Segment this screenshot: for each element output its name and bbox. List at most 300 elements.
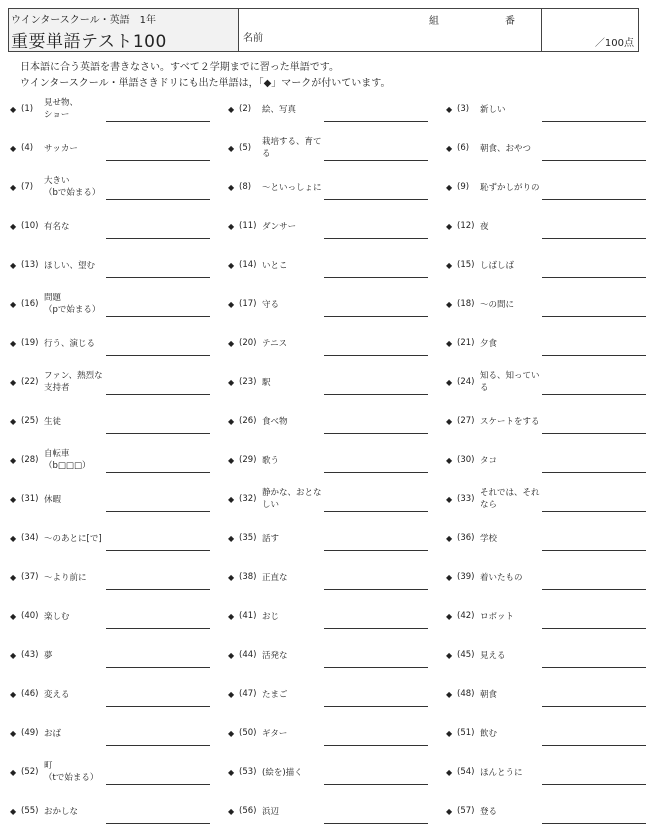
- question-prompt: [262, 221, 326, 233]
- answer-line[interactable]: [542, 667, 646, 668]
- prompt-line: ロボット: [480, 612, 515, 622]
- question-item: [446, 97, 648, 125]
- question-item: [10, 682, 215, 710]
- diamond-icon: ◆: [446, 222, 453, 231]
- question-number: (7): [21, 182, 34, 192]
- prompt-line: 夕食: [480, 339, 498, 349]
- answer-line[interactable]: [106, 394, 210, 395]
- question-number: (22): [21, 377, 39, 387]
- prompt-line: 新しい: [480, 105, 506, 115]
- answer-line[interactable]: [106, 355, 210, 356]
- prompt-line: 朝食: [480, 690, 498, 700]
- answer-line[interactable]: [324, 160, 428, 161]
- diamond-icon: ◆: [446, 612, 453, 621]
- question-prompt: [44, 494, 108, 506]
- question-number: (8): [239, 182, 252, 192]
- answer-line[interactable]: [324, 316, 428, 317]
- question-item: [228, 643, 433, 671]
- answer-line[interactable]: [106, 784, 210, 785]
- prompt-line: おば: [44, 729, 62, 739]
- question-item: [446, 682, 648, 710]
- question-item: [10, 253, 215, 281]
- question-number: (11): [239, 221, 257, 231]
- diamond-icon: ◆: [228, 690, 235, 699]
- prompt-line: 見える: [480, 651, 506, 661]
- question-number: (43): [21, 650, 39, 660]
- question-prompt: [480, 611, 544, 623]
- question-number: (6): [457, 143, 470, 153]
- instruction-line-1: 日本語に合う英語を書きなさい。すべて２学期までに習った単語です。: [20, 62, 339, 73]
- diamond-icon: ◆: [10, 495, 17, 504]
- question-item: [228, 409, 433, 437]
- diamond-icon: ◆: [10, 768, 17, 777]
- diamond-icon: ◆: [10, 417, 17, 426]
- diamond-icon: ◆: [10, 222, 17, 231]
- question-prompt: [480, 572, 544, 584]
- question-item: [228, 565, 433, 593]
- question-item: [228, 604, 433, 632]
- question-item: [446, 214, 648, 242]
- question-item: [10, 721, 215, 749]
- question-prompt: [262, 338, 326, 350]
- question-item: [10, 370, 215, 398]
- prompt-line: ～より前に: [44, 573, 87, 583]
- answer-line[interactable]: [324, 433, 428, 434]
- question-number: (41): [239, 611, 257, 621]
- answer-line[interactable]: [106, 160, 210, 161]
- question-item: [446, 565, 648, 593]
- question-prompt: [480, 728, 544, 740]
- name-cell[interactable]: [239, 9, 542, 51]
- diamond-icon: ◆: [228, 612, 235, 621]
- answer-line[interactable]: [324, 823, 428, 824]
- question-prompt: [480, 767, 544, 779]
- question-prompt: [480, 338, 544, 350]
- diamond-icon: ◆: [228, 534, 235, 543]
- diamond-icon: ◆: [10, 261, 17, 270]
- answer-line[interactable]: [324, 589, 428, 590]
- question-prompt: [44, 97, 108, 121]
- question-number: (12): [457, 221, 475, 231]
- question-prompt: [44, 533, 108, 545]
- diamond-icon: ◆: [446, 807, 453, 816]
- answer-line[interactable]: [542, 394, 646, 395]
- answer-line[interactable]: [324, 706, 428, 707]
- diamond-icon: ◆: [446, 534, 453, 543]
- answer-line[interactable]: [324, 355, 428, 356]
- question-number: (14): [239, 260, 257, 270]
- question-prompt: [44, 611, 108, 623]
- diamond-icon: ◆: [446, 183, 453, 192]
- answer-line[interactable]: [324, 472, 428, 473]
- diamond-icon: ◆: [10, 534, 17, 543]
- question-prompt: [480, 299, 544, 311]
- diamond-icon: ◆: [10, 300, 17, 309]
- question-item: [228, 331, 433, 359]
- prompt-line: 静かな、おとな: [262, 488, 322, 498]
- question-number: (5): [239, 143, 252, 153]
- prompt-line: 登る: [480, 807, 498, 817]
- question-prompt: [262, 377, 326, 389]
- prompt-line: 大きい: [44, 176, 70, 186]
- question-number: (16): [21, 299, 39, 309]
- answer-line[interactable]: [106, 511, 210, 512]
- answer-line[interactable]: [542, 199, 646, 200]
- question-number: (36): [457, 533, 475, 543]
- prompt-line: ～のあとに[で]: [44, 534, 102, 544]
- question-number: (45): [457, 650, 475, 660]
- question-prompt: [262, 572, 326, 584]
- answer-line[interactable]: [324, 667, 428, 668]
- diamond-icon: ◆: [228, 807, 235, 816]
- diamond-icon: ◆: [10, 105, 17, 114]
- question-prompt: [480, 370, 544, 394]
- question-item: [228, 214, 433, 242]
- question-item: [446, 370, 648, 398]
- prompt-line: 休暇: [44, 495, 62, 505]
- question-prompt: [44, 221, 108, 233]
- diamond-icon: ◆: [446, 573, 453, 582]
- answer-line[interactable]: [106, 823, 210, 824]
- question-item: [228, 799, 433, 827]
- class-label: 組: [429, 16, 439, 27]
- answer-line[interactable]: [106, 667, 210, 668]
- diamond-icon: ◆: [446, 417, 453, 426]
- question-number: (4): [21, 143, 34, 153]
- question-prompt: [44, 760, 108, 784]
- question-prompt: [480, 487, 544, 511]
- subtitle: ウインタースクール・英語 1年: [11, 15, 156, 26]
- prompt-line: (絵を)描く: [262, 768, 303, 778]
- question-item: [228, 175, 433, 203]
- answer-line[interactable]: [324, 628, 428, 629]
- answer-line[interactable]: [542, 160, 646, 161]
- prompt-line: スケートをする: [480, 417, 540, 427]
- prompt-line: しばしば: [480, 261, 515, 271]
- prompt-line: なら: [480, 500, 498, 510]
- question-prompt: [480, 221, 544, 233]
- question-item: [10, 175, 215, 203]
- prompt-line: おじ: [262, 612, 280, 622]
- answer-line[interactable]: [324, 550, 428, 551]
- answer-line[interactable]: [324, 277, 428, 278]
- diamond-icon: ◆: [10, 339, 17, 348]
- number-label: 番: [505, 16, 515, 27]
- prompt-line: 見せ物、: [44, 98, 79, 108]
- question-prompt: [44, 806, 108, 818]
- diamond-icon: ◆: [446, 378, 453, 387]
- diamond-icon: ◆: [228, 768, 235, 777]
- diamond-icon: ◆: [228, 651, 235, 660]
- answer-line[interactable]: [542, 823, 646, 824]
- prompt-line: それでは、それ: [480, 488, 540, 498]
- question-number: (23): [239, 377, 257, 387]
- prompt-line: 飲む: [480, 729, 498, 739]
- question-item: [10, 487, 215, 515]
- answer-line[interactable]: [106, 316, 210, 317]
- instruction-line-2: ウインタースクール・単語さきドリにも出た単語は，「◆」マークが付いています。: [20, 78, 391, 89]
- answer-line[interactable]: [106, 706, 210, 707]
- question-item: [228, 448, 433, 476]
- answer-line[interactable]: [542, 784, 646, 785]
- prompt-line: いとこ: [262, 261, 288, 271]
- question-prompt: [44, 292, 108, 316]
- prompt-line: 問題: [44, 293, 62, 303]
- question-number: (55): [21, 806, 39, 816]
- question-item: [446, 643, 648, 671]
- prompt-line: 夢: [44, 651, 53, 661]
- prompt-line: 食べ物: [262, 417, 288, 427]
- answer-line[interactable]: [542, 745, 646, 746]
- question-number: (31): [21, 494, 39, 504]
- answer-line[interactable]: [106, 628, 210, 629]
- question-item: [10, 136, 215, 164]
- prompt-line: ～の間に: [480, 300, 515, 310]
- prompt-line: 恥ずかしがりの: [480, 183, 540, 193]
- question-number: (15): [457, 260, 475, 270]
- answer-line[interactable]: [542, 628, 646, 629]
- prompt-line: 駅: [262, 378, 271, 388]
- answer-line[interactable]: [542, 121, 646, 122]
- answer-line[interactable]: [542, 355, 646, 356]
- question-number: (52): [21, 767, 39, 777]
- answer-line[interactable]: [106, 589, 210, 590]
- question-item: [10, 526, 215, 554]
- answer-line[interactable]: [542, 433, 646, 434]
- question-item: [228, 760, 433, 788]
- question-prompt: [480, 182, 544, 194]
- prompt-line: 栽培する、育て: [262, 137, 322, 147]
- question-number: (29): [239, 455, 257, 465]
- diamond-icon: ◆: [228, 729, 235, 738]
- question-item: [446, 136, 648, 164]
- prompt-line: 知る、知ってい: [480, 371, 540, 381]
- diamond-icon: ◆: [228, 105, 235, 114]
- question-item: [228, 370, 433, 398]
- question-prompt: [44, 143, 108, 155]
- answer-line[interactable]: [542, 550, 646, 551]
- answer-line[interactable]: [106, 277, 210, 278]
- question-number: (50): [239, 728, 257, 738]
- question-prompt: [44, 370, 108, 394]
- question-item: [228, 487, 433, 515]
- question-number: (2): [239, 104, 252, 114]
- question-number: (26): [239, 416, 257, 426]
- diamond-icon: ◆: [446, 300, 453, 309]
- answer-line[interactable]: [106, 238, 210, 239]
- question-number: (21): [457, 338, 475, 348]
- question-number: (44): [239, 650, 257, 660]
- answer-line[interactable]: [324, 745, 428, 746]
- diamond-icon: ◆: [10, 183, 17, 192]
- answer-line[interactable]: [542, 706, 646, 707]
- prompt-line: （pで始まる）: [44, 305, 101, 315]
- answer-line[interactable]: [324, 238, 428, 239]
- question-prompt: [262, 728, 326, 740]
- score-cell[interactable]: [542, 9, 638, 51]
- diamond-icon: ◆: [228, 300, 235, 309]
- question-number: (13): [21, 260, 39, 270]
- diamond-icon: ◆: [446, 144, 453, 153]
- diamond-icon: ◆: [10, 144, 17, 153]
- question-prompt: [480, 416, 544, 428]
- question-number: (54): [457, 767, 475, 777]
- question-prompt: [262, 767, 326, 779]
- prompt-line: 歌う: [262, 456, 280, 466]
- prompt-line: テニス: [262, 339, 288, 349]
- prompt-line: 夜: [480, 222, 489, 232]
- question-item: [446, 448, 648, 476]
- prompt-line: 変える: [44, 690, 70, 700]
- prompt-line: たまご: [262, 690, 288, 700]
- question-item: [446, 799, 648, 827]
- title-cell: [9, 9, 239, 51]
- question-item: [228, 292, 433, 320]
- diamond-icon: ◆: [228, 222, 235, 231]
- answer-line[interactable]: [324, 784, 428, 785]
- diamond-icon: ◆: [228, 573, 235, 582]
- prompt-line: ほんとうに: [480, 768, 523, 778]
- answer-line[interactable]: [324, 121, 428, 122]
- diamond-icon: ◆: [446, 651, 453, 660]
- score-label: ／100点: [594, 38, 634, 49]
- prompt-line: 楽しむ: [44, 612, 70, 622]
- question-item: [10, 448, 215, 476]
- answer-line[interactable]: [106, 433, 210, 434]
- name-label: 名前: [243, 33, 263, 44]
- question-prompt: [44, 260, 108, 272]
- diamond-icon: ◆: [10, 651, 17, 660]
- answer-line[interactable]: [542, 277, 646, 278]
- question-item: [10, 214, 215, 242]
- prompt-line: 朝食、おやつ: [480, 144, 532, 154]
- answer-line[interactable]: [324, 394, 428, 395]
- prompt-line: 正直な: [262, 573, 288, 583]
- question-prompt: [480, 806, 544, 818]
- prompt-line: る: [262, 149, 271, 159]
- prompt-line: （tで始まる）: [44, 773, 99, 783]
- question-prompt: [262, 299, 326, 311]
- question-number: (25): [21, 416, 39, 426]
- question-number: (30): [457, 455, 475, 465]
- question-item: [10, 760, 215, 788]
- answer-line[interactable]: [324, 199, 428, 200]
- question-prompt: [262, 611, 326, 623]
- prompt-line: ギター: [262, 729, 288, 739]
- answer-line[interactable]: [106, 199, 210, 200]
- question-number: (38): [239, 572, 257, 582]
- prompt-line: （b□□□）: [44, 461, 91, 471]
- question-prompt: [262, 104, 326, 116]
- answer-line[interactable]: [106, 745, 210, 746]
- question-number: (32): [239, 494, 257, 504]
- answer-line[interactable]: [106, 472, 210, 473]
- question-number: (46): [21, 689, 39, 699]
- diamond-icon: ◆: [10, 729, 17, 738]
- question-prompt: [44, 416, 108, 428]
- question-prompt: [44, 728, 108, 740]
- answer-line[interactable]: [542, 472, 646, 473]
- question-number: (35): [239, 533, 257, 543]
- question-number: (27): [457, 416, 475, 426]
- diamond-icon: ◆: [228, 495, 235, 504]
- question-prompt: [262, 455, 326, 467]
- diamond-icon: ◆: [10, 456, 17, 465]
- prompt-line: ショー: [44, 110, 70, 120]
- diamond-icon: ◆: [446, 456, 453, 465]
- question-item: [446, 487, 648, 515]
- prompt-line: 浜辺: [262, 807, 280, 817]
- question-item: [228, 526, 433, 554]
- question-number: (51): [457, 728, 475, 738]
- prompt-line: サッカー: [44, 144, 78, 154]
- answer-line[interactable]: [106, 550, 210, 551]
- question-prompt: [262, 533, 326, 545]
- question-prompt: [480, 650, 544, 662]
- diamond-icon: ◆: [228, 417, 235, 426]
- diamond-icon: ◆: [446, 105, 453, 114]
- prompt-line: タコ: [480, 456, 498, 466]
- question-item: [10, 643, 215, 671]
- answer-line[interactable]: [542, 589, 646, 590]
- diamond-icon: ◆: [228, 144, 235, 153]
- diamond-icon: ◆: [10, 378, 17, 387]
- diamond-icon: ◆: [446, 495, 453, 504]
- prompt-line: 着いたもの: [480, 573, 523, 583]
- prompt-line: おかしな: [44, 807, 79, 817]
- question-number: (18): [457, 299, 475, 309]
- question-prompt: [44, 448, 108, 472]
- answer-line[interactable]: [324, 511, 428, 512]
- question-item: [446, 604, 648, 632]
- prompt-line: 支持者: [44, 383, 70, 393]
- question-number: (20): [239, 338, 257, 348]
- question-prompt: [262, 650, 326, 662]
- diamond-icon: ◆: [10, 612, 17, 621]
- question-prompt: [44, 650, 108, 662]
- diamond-icon: ◆: [228, 183, 235, 192]
- question-prompt: [262, 136, 326, 160]
- page-title: 重要単語テスト100: [11, 32, 167, 52]
- question-number: (53): [239, 767, 257, 777]
- question-prompt: [480, 143, 544, 155]
- question-prompt: [262, 689, 326, 701]
- question-prompt: [44, 689, 108, 701]
- diamond-icon: ◆: [10, 807, 17, 816]
- prompt-line: 町: [44, 761, 53, 771]
- question-prompt: [480, 260, 544, 272]
- answer-line[interactable]: [542, 238, 646, 239]
- prompt-line: 自転車: [44, 449, 70, 459]
- prompt-line: 絵、写真: [262, 105, 297, 115]
- question-item: [446, 409, 648, 437]
- answer-line[interactable]: [106, 121, 210, 122]
- answer-line[interactable]: [542, 316, 646, 317]
- question-number: (1): [21, 104, 34, 114]
- question-item: [10, 799, 215, 827]
- question-number: (9): [457, 182, 470, 192]
- question-number: (19): [21, 338, 39, 348]
- answer-line[interactable]: [542, 511, 646, 512]
- prompt-line: ～といっしょに: [262, 183, 322, 193]
- prompt-line: しい: [262, 500, 280, 510]
- diamond-icon: ◆: [446, 339, 453, 348]
- question-number: (40): [21, 611, 39, 621]
- diamond-icon: ◆: [228, 456, 235, 465]
- question-number: (37): [21, 572, 39, 582]
- question-item: [10, 409, 215, 437]
- question-item: [10, 604, 215, 632]
